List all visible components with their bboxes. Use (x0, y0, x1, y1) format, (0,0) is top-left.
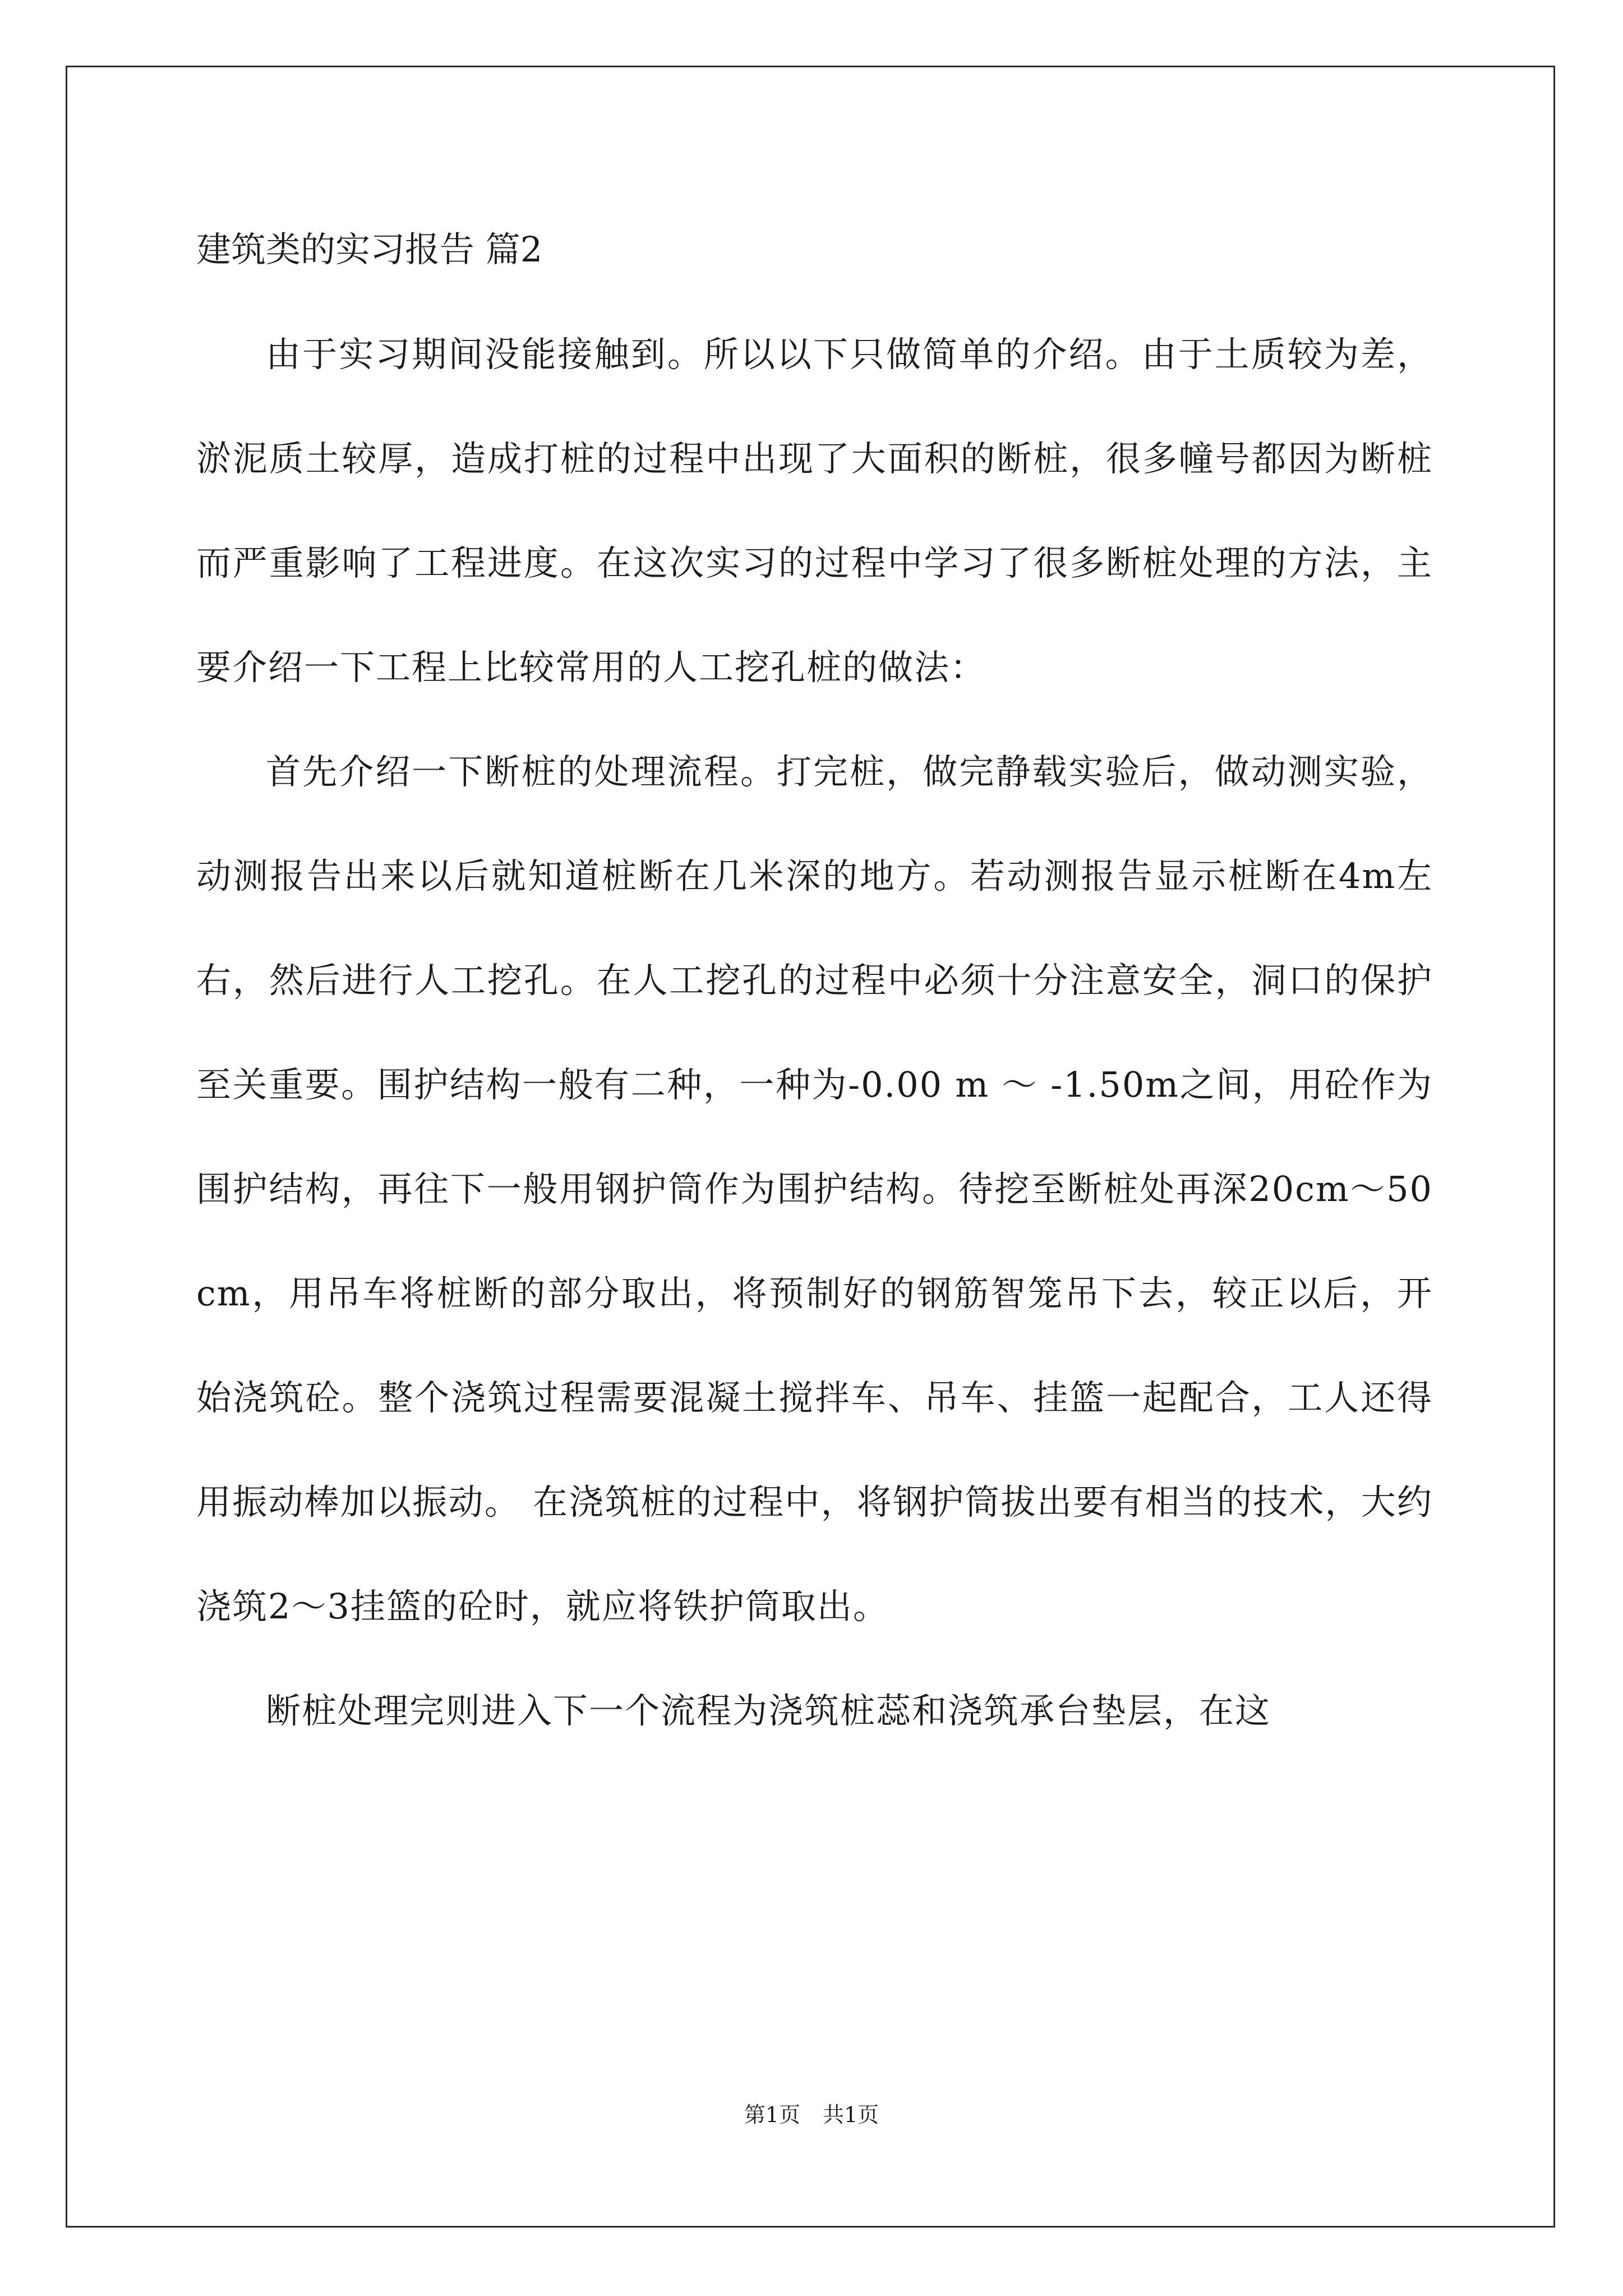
page-total: 共1页 (823, 2102, 879, 2127)
page-footer (0, 2101, 1623, 2129)
document-body (196, 222, 1433, 1763)
paragraph-pile-process: 首先介绍一下断桩的处理流程。打完桩，做完静载实验后，做动测实验，动测报告出来以后就知道桩断在几米深的地方。若动测报告显示桩断在4m左右，然后进行人工挖孔。在人工挖孔的过程中必须十分注意安全，洞口的保护至关重要。围护结构一般有二种，一种为-0.00 m ～ -1.50m之间，用砼作为围护结构，再往下一般用钢护筒作为围护结构。待挖至断桩处再深20cm～50cm，用吊车将桩断的部分取出，将预制好的钢筋智笼吊下去，较正以后，开始浇筑砼。整个浇筑过程需要混凝土搅拌车、吊车、挂篮一起配合，工人还得用振动棒加以振动。 在浇筑桩的过程中，将钢护筒拔出要有相当的技术，大约浇筑2～3挂篮的砼时，就应将铁护筒取出。 (196, 751, 1433, 1627)
paragraph-next-step: 断桩处理完则进入下一个流程为浇筑桩蕊和浇筑承台垫层，在这 (266, 1690, 1271, 1731)
document-title: 建筑类的实习报告 篇2 (196, 229, 543, 270)
paragraph-intro: 由于实习期间没能接触到。所以以下只做简单的介绍。由于土质较为差，淤泥质土较厚，造成打桩的过程中出现了大面积的断桩，很多幢号都因为断桩而严重影响了工程进度。在这次实习的过程中学习了很多断桩处理的方法，主要介绍一下工程上比较常用的人工挖孔桩的做法： (196, 334, 1433, 688)
page-number: 第1页 (744, 2102, 800, 2127)
